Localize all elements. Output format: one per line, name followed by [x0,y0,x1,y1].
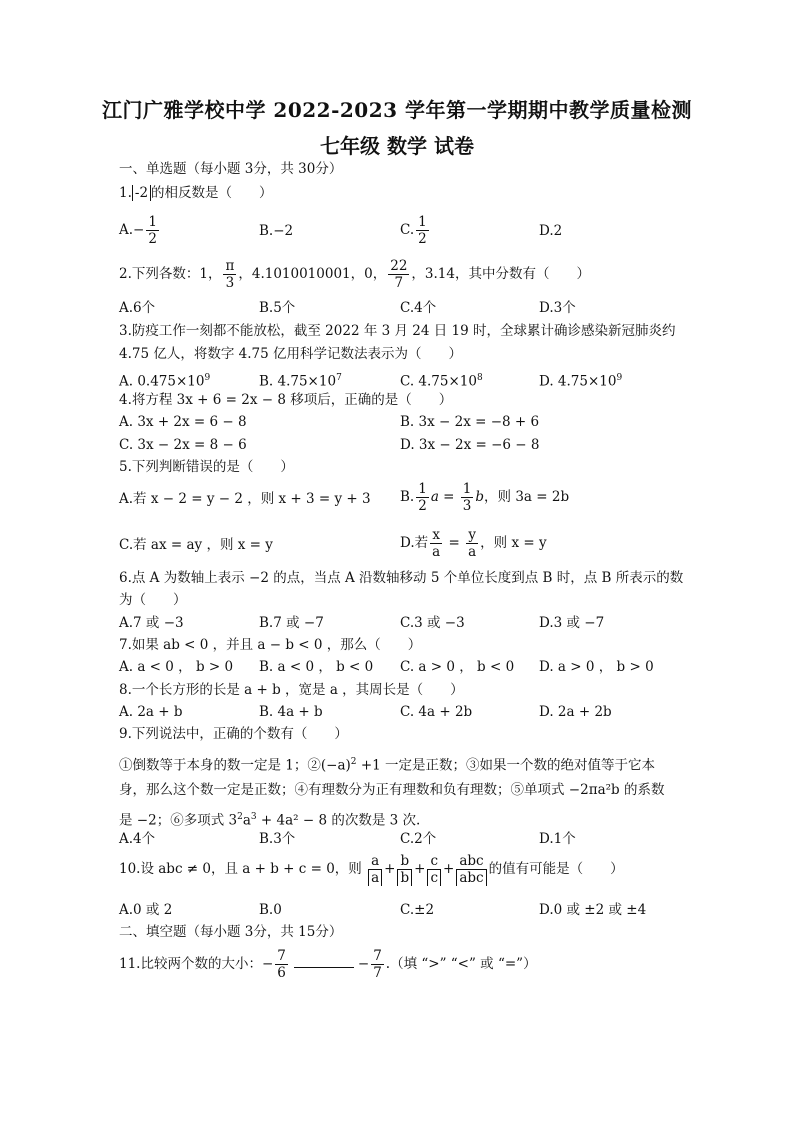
option-d: D.3个 [539,300,576,316]
option-d: D.2 [539,223,563,239]
question-2: 2.下列各数：1， $\frac{\pi}{3}$ ，4.1010010001，0， $\frac{22}{7}$ ，3.14，其中分数有（ ） [119,258,590,291]
question-6-line-1: 6.点 A 为数轴上表示 −2 的点，当点 A 沿数轴移动 5 个单位长度到点 B 时，点 B 所表示的数 [119,570,684,586]
fraction: $\frac{22}{7}$ [390,258,408,291]
option-a: A.4个 [119,831,156,847]
option-a: A. $0.475\times 10^9$ [119,373,211,390]
question-9-statement-line-1: ①倒数等于本身的数一定是 1；$②(-a)^2 +1$ 一定是正数；③如果一个数的绝对值等于它本 [119,757,656,774]
option-c: C.若 ax = ay ，则 x = y [119,537,273,553]
option-d: D. 3x − 2x = −6 − 8 [400,437,540,453]
question-6-line-2: 为（ ） [119,592,187,608]
fraction: $\frac{b}{b}$ [397,853,412,886]
option-a: A. 3x + 2x = 6 − 8 [119,414,247,430]
option-c: C.±2 [400,902,435,918]
fraction: $\frac{1}{2}$ [148,214,157,247]
absolute-value: -2 [132,185,151,201]
option-c: C. a > 0 ， b < 0 [400,659,515,675]
question-7: 7.如果 ab < 0 ，并且 a − b < 0 ，那么（ ） [119,637,422,653]
question-1: 1. -2 的相反数是（ ） [119,185,273,201]
option-c: C. $\frac{1}{2}$ [400,214,427,247]
question-4: 4.将方程 3x + 6 = 2x − 8 移项后，正确的是（ ） [119,392,453,408]
fraction: $\frac{\text{abc}}{\text{abc}}$ [456,853,486,886]
option-b: B. $\frac{1}{2}$ a = $\frac{1}{3}$ b，则 3a = 2b [400,481,570,514]
option-d: D. a > 0 ， b > 0 [539,659,654,675]
question-9-statement-line-3: 是 −2；⑥多项式 $3^2a^3 + 4a^2 - 8$ 的次数是 3 次. [119,812,421,829]
option-a: A. 2a + b [119,704,183,720]
fraction: $\frac{1}{2}$ [418,214,427,247]
option-b: B. a < 0 ， b < 0 [259,659,374,675]
section-heading: 一、单选题（每小题 3分，共 30分） [119,161,343,177]
question-3-line-2: 4.75 亿人，将数字 4.75 亿用科学记数法表示为（ ） [119,346,462,362]
fraction: $\frac{\pi}{3}$ [225,258,235,291]
fraction: $\frac{a}{a}$ [368,853,382,886]
option-d: D.1个 [539,831,576,847]
option-b: B.−2 [259,223,294,239]
option-b: B. 3x − 2x = −8 + 6 [400,414,540,430]
option-a: A.− $\frac{1}{2}$ [119,214,157,247]
option-c: C. 3x − 2x = 8 − 6 [119,437,247,453]
option-c: C. 4a + 2b [400,704,473,720]
option-d: D.3 或 −7 [539,615,605,631]
fraction: $\frac{7}{6}$ [277,948,286,981]
option-b: B. $4.75\times 10^7$ [259,373,342,390]
option-b: B.5个 [259,300,296,316]
fraction: $\frac{7}{7}$ [373,948,382,981]
fraction: $\frac{1}{2}$ [418,481,427,514]
question-8: 8.一个长方形的长是 a + b ，宽是 a ，其周长是（ ） [119,682,464,698]
fraction: $\frac{y}{a}$ [468,527,477,560]
option-a: A. a < 0 ， b > 0 [119,659,234,675]
option-d: D. $4.75\times 10^9$ [539,373,623,390]
question-3-line-1: 3.防疫工作一刻都不能放松，截至 2022 年 3 月 24 日 19 时，全球累计确诊感染新冠肺炎约 [119,323,676,339]
option-b: B. 4a + b [259,704,323,720]
option-d: D.若 $\frac{x}{a}$ = $\frac{y}{a}$ ，则 x = y [400,527,547,560]
option-d: D.0 或 ±2 或 ±4 [539,902,647,918]
section-heading: 二、填空题（每小题 3分，共 15分） [119,924,343,940]
question-9-statement-line-2: 身，那么这个数一定是正数；④有理数分为正有理数和负有理数；⑤单项式 −2πa²b 的系数 [119,782,665,798]
option-a: A.7 或 −3 [119,615,184,631]
option-c: C. $4.75\times 10^8$ [400,373,483,390]
exam-subtitle: 七年级 数学 试卷 [320,134,474,158]
fraction: $\frac{x}{a}$ [432,527,441,560]
option-a: A.0 或 2 [119,902,173,918]
option-b: B.3个 [259,831,296,847]
option-b: B.0 [259,902,282,918]
question-11: 11.比较两个数的大小：− $\frac{7}{6}$ − $\frac{7}{7}$ .（填 “>” “<” 或 “=”） [119,948,537,981]
question-10: 10.设 abc ≠ 0，且 a + b + c = 0，则 $\frac{a}{a}$ + $\frac{b}{b}$ + $\frac{c}{c}$ + $\frac{\text{abc}}{\text{abc}}$ 的值有可能是（ ） [119,853,624,886]
answer-blank[interactable] [294,953,354,968]
option-a: A.若 x − 2 = y − 2 ，则 x + 3 = y + 3 [119,491,371,507]
fraction: $\frac{c}{c}$ [427,853,441,886]
option-c: C.3 或 −3 [400,615,465,631]
option-c: C.4个 [400,300,437,316]
option-a: A.6个 [119,300,156,316]
option-c: C.2个 [400,831,437,847]
exam-title: 江门广雅学校中学 2022-2023 学年第一学期期中教学质量检测 [101,98,693,122]
option-b: B.7 或 −7 [259,615,324,631]
question-9: 9.下列说法中，正确的个数有（ ） [119,726,348,742]
question-5: 5.下列判断错误的是（ ） [119,459,294,475]
fraction: $\frac{1}{3}$ [462,481,472,514]
option-d: D. 2a + 2b [539,704,612,720]
